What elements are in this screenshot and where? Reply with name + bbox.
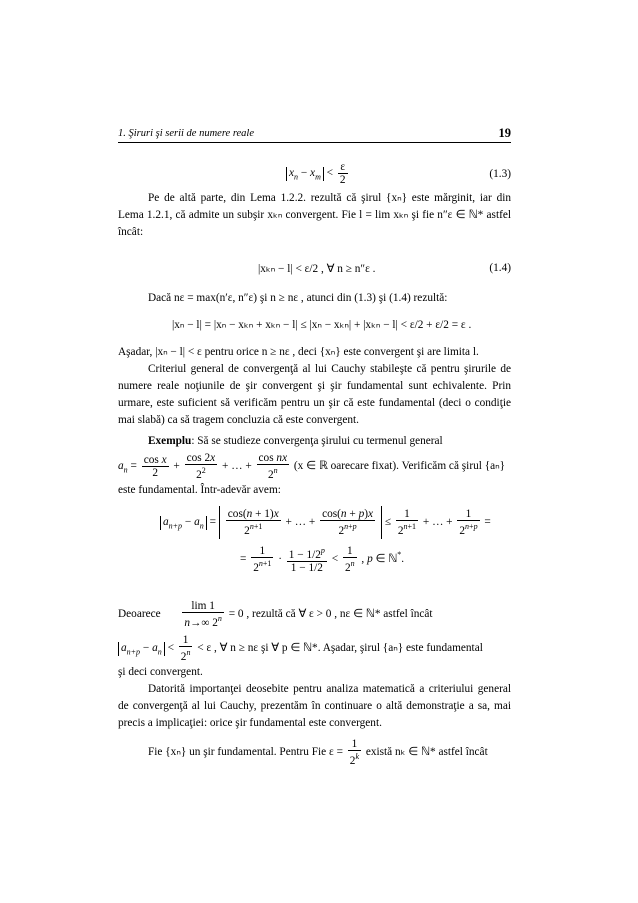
page-number: 19: [498, 126, 511, 140]
paragraph-importance: Datorită importanţei deosebite pentru analiza matematică a criteriului general de convergenţă al lui Cauchy, prezentăm în continuare o altă demonstraţie a sa, mai precis a implicaţiei: orice şir fundamental este convergent.: [118, 683, 511, 729]
equation-estimate: $a_{n+p} - a_n$ = $\frac{\cos(n + 1)x}{2^{n+1}}$ + … + $\frac{\cos(n + p)x}{2^{n+p}}$ ≤ $\frac{1}{2^{n+1}}$ + … + $\frac{1}{2^{n+p}}$ =: [160, 506, 491, 539]
running-title: 1. Şiruri şi serii de numere reale: [118, 128, 254, 139]
paragraph-since: Deoarece $\frac{\lim 1}{n\to\infty 2^n}$ = 0 , rezultă că ∀ ε > 0 , nε ∈ ℕ* astfel încât: [118, 600, 433, 629]
paragraph-since-end: şi deci convergent.: [118, 666, 203, 678]
equation-1-4: |xₖₙ − l| < ε/2 , ∀ n ≥ n″ε .: [258, 263, 376, 275]
proof-start-b: există nₖ ∈ ℕ* astfel încât: [365, 745, 488, 758]
example-formula-tail: (x ∈ ℝ oarecare fixat). Verificăm că şirul {aₙ}: [293, 459, 506, 472]
example-after: este fundamental. Într-adevăr avem:: [118, 484, 281, 496]
paragraph-proof-start: Fie {xₙ} un şir fundamental. Pentru Fie ε = $\frac{1}{2^k}$ există nₖ ∈ ℕ* astfel încât: [148, 738, 488, 767]
example-label: Exemplu: [148, 435, 192, 447]
example-formula: $a_n$ = $\frac{\text{cos x}}{2}$ + $\frac{\cos 2x}{2^2}$ + … + $\frac{\text{cos nx}}{2^n}$ (x ∈ ℝ oarecare fixat). Verificăm că şirul {aₙ}: [118, 452, 506, 481]
equation-number-1-4: (1.4): [489, 262, 511, 274]
paragraph-max: Dacă nε = max(n′ε, n″ε) şi n ≥ nε , atunci din (1.3) şi (1.4) rezultă:: [148, 292, 448, 304]
equation-1-3: $x_n - x_m$ < $\frac{\varepsilon}{2}$: [286, 161, 350, 186]
proof-start-a: Fie {xₙ} un şir fundamental. Pentru Fie ε =: [148, 745, 343, 758]
paragraph-cauchy: Criteriul general de convergenţă al lui Cauchy stabileşte că pentru şirurile de numere reale noţiunile de şir convergent şi şir fundamental sunt echivalente. Prin urmare, este suficient să verificăm pentru un şir că este fundamental (deci o condiţie mai slabă) ca să tragem concluzia că este convergent.: [118, 363, 511, 426]
example-paragraph: [118, 433, 511, 450]
since-lead: Deoarece: [118, 607, 161, 620]
equation-chain: |xₙ − l| = |xₙ − xₖₙ + xₖₙ − l| ≤ |xₙ − xₖₙ| + |xₖₙ − l| < ε/2 + ε/2 = ε .: [172, 319, 472, 331]
paragraph-lemma: Pe de altă parte, din Lema 1.2.2. rezultă că şirul {xₙ} este mărginit, iar din Lema 1.2.1, că admite un subşir xₖₙ convergent. Fie l = lim xₖₙ şi fie n″ε ∈ ℕ* astfel încât:: [118, 192, 511, 238]
header-rule: [118, 142, 511, 143]
example-intro: : Să se studieze convergenţa şirului cu termenul general: [191, 435, 443, 447]
since-line2-text: , ∀ n ≥ nε şi ∀ p ∈ ℕ*. Aşadar, şirul {aₙ} este fundamental: [214, 641, 483, 654]
equation-geometric-sum: = $\frac{1}{2^{n+1}}$ · $\frac{1 - 1/2^p}{1 - 1/2}$ < $\frac{1}{2^n}$ , p ∈ ℕ*.: [240, 545, 405, 574]
equation-number-1-3: (1.3): [489, 168, 511, 180]
paragraph-conclusion: Aşadar, |xₙ − l| < ε pentru orice n ≥ nε , deci {xₙ} este convergent şi are limita l.: [118, 346, 479, 358]
since-mid: = 0 , rezultă că ∀ ε > 0 , nε ∈ ℕ* astfel încât: [228, 607, 433, 620]
paragraph-since-line2: $a_{n+p} - a_n$ < $\frac{1}{2^n}$ < ε , ∀ n ≥ nε şi ∀ p ∈ ℕ*. Aşadar, şirul {aₙ} este fundamental: [118, 634, 511, 663]
